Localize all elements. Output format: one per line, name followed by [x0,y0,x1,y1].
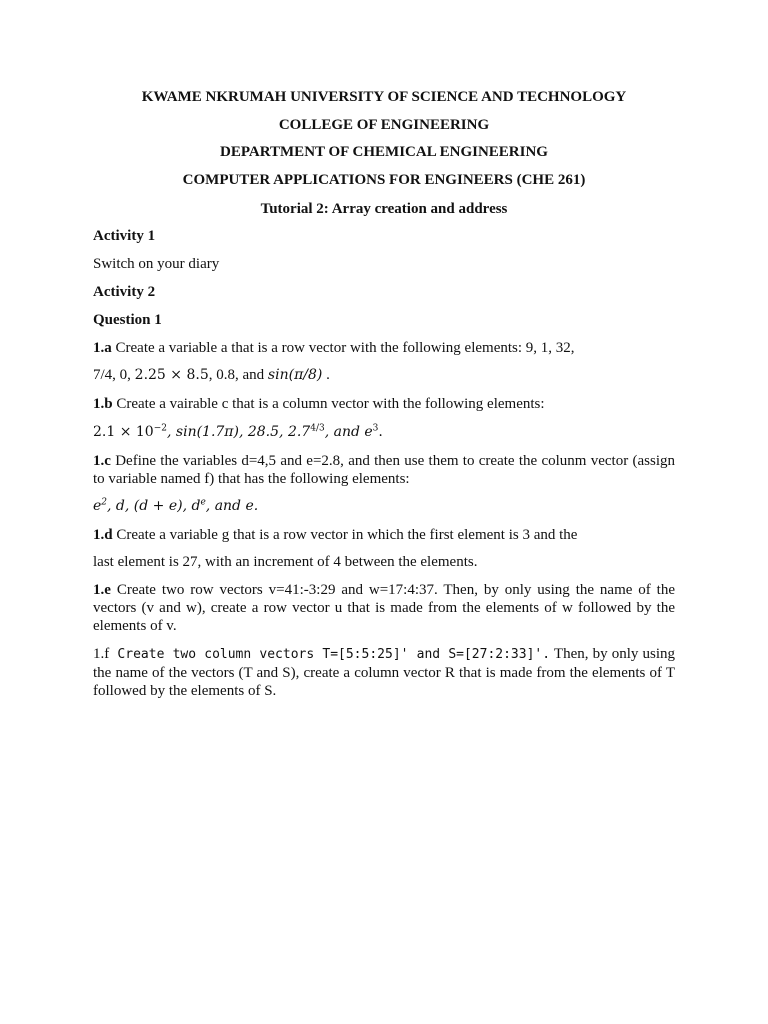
question-1d-line-1 [93,526,675,544]
question-1a-label: 1.a [93,340,112,356]
question-1c-math-line [93,497,675,515]
question-1a-text: Create a variable a that is a row vector with the following elements: 9, 1, 32, [111,340,575,356]
question-1b-math-3: , and e [324,424,373,440]
question-1f-paragraph [93,645,675,700]
question-1e-text: Create two row vectors v=41:-3:29 and w=17:4:37. Then, by only using the name of the vectors (v and w), create a row vector u that is made from the elements of w followed by the elements of v. [93,582,675,634]
question-1a-math-sin: sin(π/8) [267,367,323,383]
question-1b-exp-1: −2 [153,423,167,434]
question-1c-label: 1.c [93,453,111,469]
question-1c-exp-1: 2 [101,497,108,508]
question-1c-math-1: e [93,498,102,514]
question-1-title: Question 1 [93,312,162,328]
question-1b-math-2: , sin(1.7π), 28.5, 2.7 [167,424,311,440]
question-1c-math-2: , d, (d + e), d [107,498,201,514]
university-heading: KWAME NKRUMAH UNIVERSITY OF SCIENCE AND TECHNOLOGY [141,89,627,105]
question-1a-end: . [322,367,330,383]
college-heading: COLLEGE OF ENGINEERING [278,117,490,133]
question-1d-line-2: last element is 27, with an increment of 4 between the elements. [93,554,478,570]
question-1b-text: Create a vairable c that is a column vector with the following elements: [112,396,545,412]
question-1c-paragraph [93,452,675,488]
question-1b-math-1: 2.1 × 10 [93,424,154,440]
question-1b-exp-2: 4/3 [310,423,325,434]
question-1c-math-3: , and e. [205,498,259,514]
question-1b-math-line [93,423,675,441]
question-1c-exp-2: e [200,497,206,508]
course-heading: COMPUTER APPLICATIONS FOR ENGINEERS (CHE 261) [182,172,586,188]
question-1d-label: 1.d [93,527,113,543]
activity-1-text: Switch on your diary [93,256,220,272]
activity-1-title: Activity 1 [93,228,156,244]
question-1a-math-product: 2.25 × 8.5 [134,367,209,383]
tutorial-title: Tutorial 2: Array creation and address [260,201,508,217]
question-1f-label: 1.f [93,646,110,662]
department-heading: DEPARTMENT OF CHEMICAL ENGINEERING [220,144,548,160]
question-1e-label: 1.e [93,582,111,598]
question-1f-text-2: Then, by only using the name of the vectors (T and S), create a column vector R that is made from the elements of T followed by the elements of S. [93,646,675,699]
question-1a-values-2: , 0.8, and [208,367,268,383]
question-1e-paragraph [93,581,675,635]
question-1f-text-1: Create two column vectors T=[5:5:25]' and S=[27:2:33]'. [109,647,551,662]
question-1b-exp-3: 3 [372,423,379,434]
question-1b-line-1 [93,395,675,413]
question-1b-label: 1.b [93,396,113,412]
question-1a-line-1 [93,339,675,357]
question-1a-line-2 [93,366,675,384]
question-1b-math-4: . [378,424,383,440]
question-1d-text: Create a variable g that is a row vector in which the first element is 3 and the [112,527,578,543]
question-1a-values: 7/4, 0, [93,367,135,383]
question-1c-text: Define the variables d=4,5 and e=2.8, and then use them to create the colunm vector (assign to variable named f) that has the following elements: [93,453,675,487]
activity-2-title: Activity 2 [93,284,156,300]
